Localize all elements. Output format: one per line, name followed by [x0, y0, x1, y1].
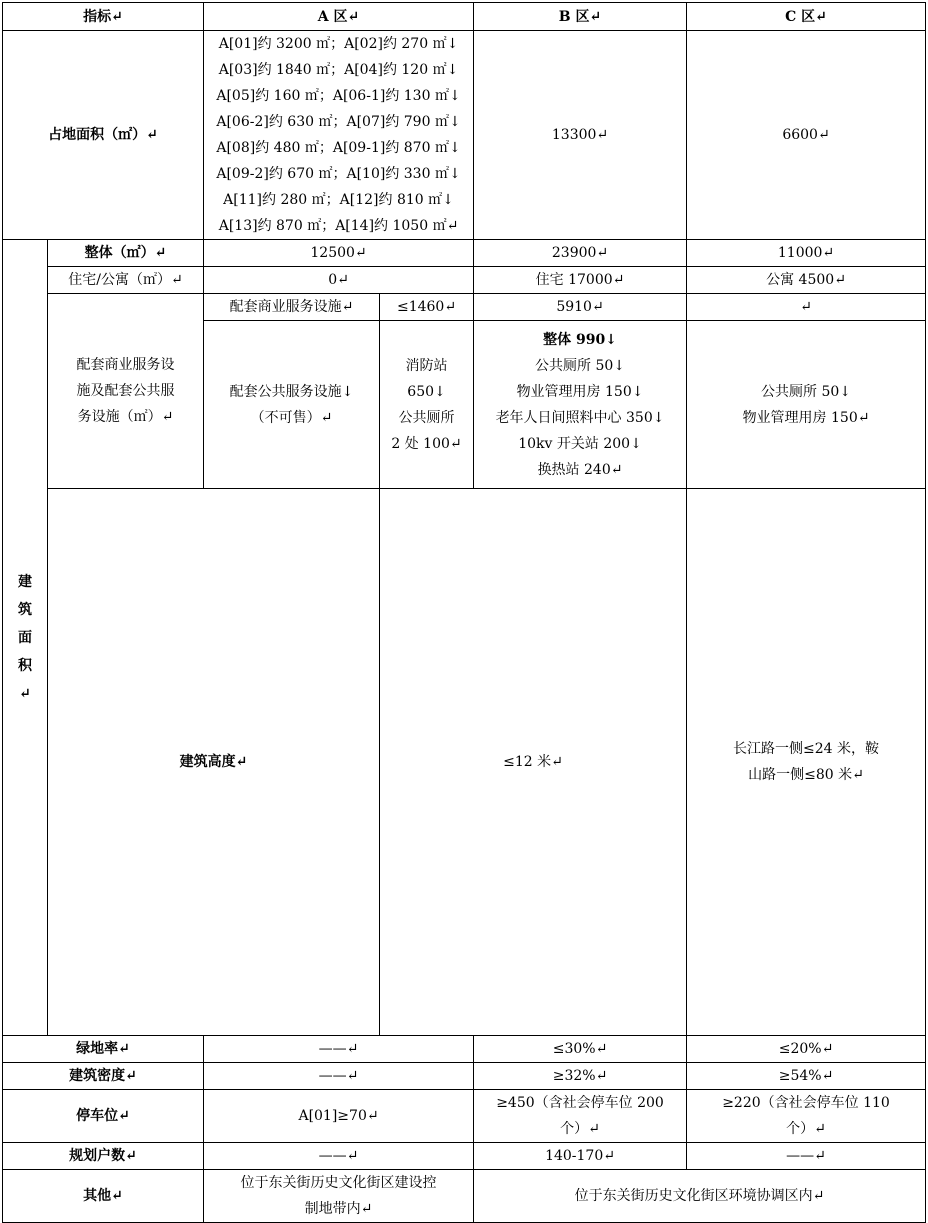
households-a: ——↵ — [204, 1143, 474, 1170]
building-overall-row — [3, 240, 926, 267]
density-row — [3, 1063, 926, 1090]
other-bc: 位于东关街历史文化街区环境协调区内↵ — [474, 1170, 926, 1223]
public-facilities-b-line: 老年人日间照料中心 350↓ — [495, 409, 665, 426]
green-rate-a: ——↵ — [204, 1036, 474, 1063]
parking-b-line: 个）↵ — [560, 1121, 600, 1137]
indicator-table — [2, 2, 926, 1223]
facilities-label-line: 配套商业服务设 — [76, 357, 175, 373]
density-b: ≥32%↵ — [474, 1063, 687, 1090]
land-area-a-line: A[11]约 280 ㎡；A[12]约 810 ㎡↓ — [223, 192, 454, 208]
density-a: ——↵ — [204, 1063, 474, 1090]
public-facilities-c — [687, 321, 926, 489]
households-label: 规划户数↵ — [3, 1143, 204, 1170]
building-area-label: 建筑面积↵ — [18, 573, 32, 702]
land-area-a-line: A[03]约 1840 ㎡；A[04]约 120 ㎡↓ — [218, 62, 459, 78]
public-facilities-b-line: 公共厕所 50↓ — [535, 357, 626, 374]
public-facilities-a-line: 公共厕所 — [398, 409, 455, 426]
commercial-facilities-b: 5910↵ — [474, 294, 687, 321]
parking-c-line: 个）↵ — [786, 1121, 826, 1137]
commercial-facilities-row — [3, 294, 926, 321]
land-area-row — [3, 31, 926, 240]
households-row — [3, 1143, 926, 1170]
facilities-label-line: 务设施（㎡）↵ — [77, 409, 174, 425]
public-facilities-c-line: 物业管理用房 150↵ — [742, 409, 870, 426]
parking-b — [474, 1090, 687, 1143]
green-rate-b: ≤30%↵ — [474, 1036, 687, 1063]
header-indicator: 指标↵ — [3, 3, 204, 31]
public-facilities-b-line: 换热站 240↵ — [537, 461, 623, 478]
residential-row — [3, 267, 926, 294]
building-area-group-label — [3, 240, 48, 1036]
header-zone-a: A 区↵ — [204, 3, 474, 31]
commercial-facilities-a: ≤1460↵ — [380, 294, 474, 321]
height-a: ≤12 米↵ — [380, 489, 687, 1036]
commercial-facilities-label: 配套商业服务设施↵ — [204, 294, 380, 321]
land-area-a-line: A[05]约 160 ㎡；A[06-1]约 130 ㎡↓ — [216, 88, 461, 104]
facilities-label-line: 施及配套公共服 — [76, 383, 175, 399]
public-facilities-a-line: 650↓ — [407, 383, 446, 400]
parking-b-line: ≥450（含社会停车位 200 — [496, 1095, 664, 1111]
public-facilities-a-line: 2 处 100↵ — [391, 435, 462, 452]
residential-b: 住宅 17000↵ — [474, 267, 687, 294]
land-area-a-line: A[09-2]约 670 ㎡；A[10]约 330 ㎡↓ — [216, 166, 461, 182]
commercial-facilities-c: ↵ — [687, 294, 926, 321]
header-zone-b: B 区↵ — [474, 3, 687, 31]
parking-c-line: ≥220（含社会停车位 110 — [722, 1095, 890, 1111]
public-facilities-a-line: 消防站 — [405, 357, 448, 374]
overall-c: 11000↵ — [687, 240, 926, 267]
land-area-c: 6600↵ — [687, 31, 926, 240]
parking-row — [3, 1090, 926, 1143]
public-facilities-b-line: 10kv 开关站 200↓ — [518, 435, 642, 452]
parking-label: 停车位↵ — [3, 1090, 204, 1143]
height-b-line: 山路一侧≤80 米↵ — [748, 767, 864, 783]
public-facilities-label-line: 配套公共服务设施↓ — [229, 383, 354, 400]
overall-label: 整体（㎡）↵ — [48, 240, 204, 267]
other-a-line: 制地带内↵ — [304, 1201, 373, 1217]
parking-a: A[01]≥70↵ — [204, 1090, 474, 1143]
residential-a: 0↵ — [204, 267, 474, 294]
density-label: 建筑密度↵ — [3, 1063, 204, 1090]
other-row — [3, 1170, 926, 1223]
land-area-a-line: A[08]约 480 ㎡；A[09-1]约 870 ㎡↓ — [216, 140, 461, 156]
green-rate-c: ≤20%↵ — [687, 1036, 926, 1063]
parking-c — [687, 1090, 926, 1143]
households-b: 140-170↵ — [474, 1143, 687, 1170]
other-a-line: 位于东关街历史文化街区建设控 — [240, 1175, 437, 1191]
public-facilities-label-line: （不可售）↵ — [250, 409, 333, 426]
height-b-line: 长江路一侧≤24 米，鞍 — [733, 741, 880, 757]
height-row — [3, 489, 926, 1036]
green-rate-row — [3, 1036, 926, 1063]
public-facilities-b-line: 物业管理用房 150↓ — [516, 383, 644, 400]
land-area-a — [204, 31, 474, 240]
height-label: 建筑高度↵ — [48, 489, 380, 1036]
land-area-a-line: A[06-2]约 630 ㎡；A[07]约 790 ㎡↓ — [216, 114, 461, 130]
public-facilities-c-line: 公共厕所 50↓ — [761, 383, 852, 400]
public-facilities-b — [474, 321, 687, 489]
land-area-a-line: A[13]约 870 ㎡；A[14]约 1050 ㎡↵ — [218, 218, 459, 234]
other-a — [204, 1170, 474, 1223]
residential-c: 公寓 4500↵ — [687, 267, 926, 294]
overall-b: 23900↵ — [474, 240, 687, 267]
header-zone-c: C 区↵ — [687, 3, 926, 31]
land-area-label: 占地面积（㎡）↵ — [3, 31, 204, 240]
public-facilities-b-title: 整体 990↓ — [543, 331, 617, 348]
residential-label: 住宅/公寓（㎡）↵ — [48, 267, 204, 294]
public-facilities-label — [204, 321, 380, 489]
overall-a: 12500↵ — [204, 240, 474, 267]
public-facilities-a — [380, 321, 474, 489]
land-area-a-line: A[01]约 3200 ㎡；A[02]约 270 ㎡↓ — [218, 36, 459, 52]
density-c: ≥54%↵ — [687, 1063, 926, 1090]
green-rate-label: 绿地率↵ — [3, 1036, 204, 1063]
facilities-label — [48, 294, 204, 489]
header-row — [3, 3, 926, 31]
height-b — [687, 489, 926, 1036]
land-area-b: 13300↵ — [474, 31, 687, 240]
households-c: ——↵ — [687, 1143, 926, 1170]
other-label: 其他↵ — [3, 1170, 204, 1223]
